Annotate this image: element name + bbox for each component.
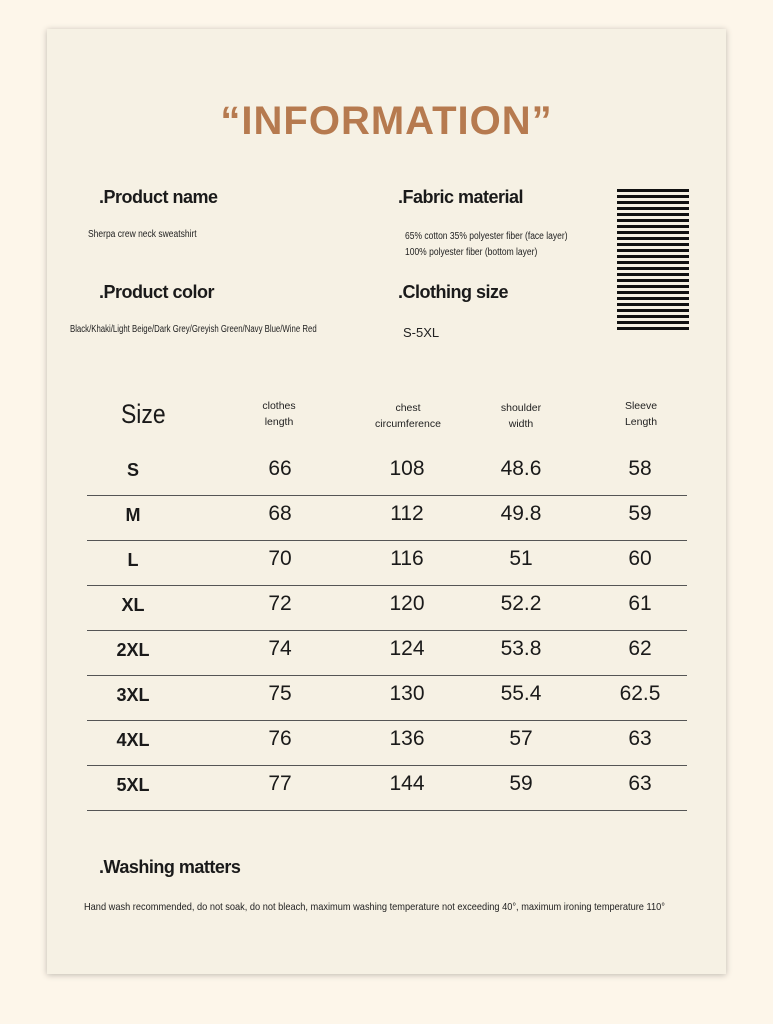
measurement-cell: 124	[389, 637, 425, 660]
column-header-shoulder-width	[476, 400, 566, 432]
column-header-line: clothes	[262, 400, 296, 412]
measurement-cell: 77	[268, 772, 292, 795]
measurement-cell: 70	[268, 547, 292, 570]
measurement-cell: 51	[509, 547, 533, 570]
product-color-heading: .Product color	[99, 282, 215, 302]
fabric-material-line-2: 100% polyester fiber (bottom layer)	[405, 247, 538, 258]
measurement-cell: 120	[389, 592, 425, 615]
column-header-line: width	[508, 418, 534, 430]
measurement-cell: 75	[268, 682, 292, 705]
column-header-line: chest	[395, 402, 421, 414]
table-row	[87, 720, 687, 766]
column-header-line: Sleeve	[624, 400, 658, 412]
measurement-cell: 66	[268, 457, 292, 480]
measurement-cell: 63	[628, 727, 652, 750]
measurement-cell: 59	[628, 502, 652, 525]
table-row	[87, 765, 687, 811]
size-cell: M	[125, 505, 141, 525]
fabric-material-heading: .Fabric material	[398, 187, 524, 207]
product-color-value: Black/Khaki/Light Beige/Dark Grey/Greyish Green/Navy Blue/Wine Red	[70, 324, 317, 335]
washing-text: Hand wash recommended, do not soak, do not bleach, maximum washing temperature not exceeding 40°, maximum ironing temperature 110°	[84, 901, 665, 913]
table-row	[87, 585, 687, 631]
table-row	[87, 630, 687, 676]
size-cell: S	[126, 460, 139, 480]
washing-heading: .Washing matters	[99, 857, 241, 877]
size-cell: 2XL	[116, 640, 150, 660]
column-header-chest-circumference	[363, 400, 453, 432]
column-header-sleeve-length	[596, 398, 686, 430]
measurement-cell: 68	[268, 502, 292, 525]
measurement-cell: 52.2	[500, 592, 542, 615]
column-header-line: circumference	[375, 418, 441, 430]
column-header-clothes-length	[234, 398, 324, 430]
measurement-cell: 48.6	[500, 457, 542, 480]
measurement-cell: 130	[389, 682, 425, 705]
measurement-cell: 58	[628, 457, 652, 480]
size-cell: 4XL	[116, 730, 150, 750]
product-name-value: Sherpa crew neck sweatshirt	[88, 229, 197, 240]
measurement-cell: 60	[628, 547, 652, 570]
measurement-cell: 53.8	[500, 637, 542, 660]
table-row	[87, 495, 687, 541]
measurement-cell: 144	[389, 772, 425, 795]
measurement-cell: 108	[389, 457, 425, 480]
measurement-cell: 136	[389, 727, 425, 750]
measurement-cell: 74	[268, 637, 292, 660]
measurement-cell: 62.5	[619, 682, 661, 705]
measurement-cell: 61	[628, 592, 652, 615]
size-cell: L	[127, 550, 139, 570]
table-row	[87, 675, 687, 721]
fabric-material-line-1: 65% cotton 35% polyester fiber (face layer)	[405, 231, 568, 242]
size-cell: 5XL	[116, 775, 150, 795]
product-name-heading: .Product name	[99, 187, 218, 207]
measurement-cell: 72	[268, 592, 292, 615]
column-header-line: shoulder	[500, 402, 542, 414]
clothing-size-heading: .Clothing size	[398, 282, 508, 302]
measurement-cell: 62	[628, 637, 652, 660]
clothing-size-value: S-5XL	[403, 325, 440, 340]
info-card	[47, 29, 726, 974]
size-cell: XL	[121, 595, 145, 615]
measurement-cell: 63	[628, 772, 652, 795]
measurement-cell: 116	[390, 547, 424, 570]
measurement-cell: 112	[390, 502, 424, 525]
column-header-line: Length	[624, 416, 658, 428]
size-cell: 3XL	[116, 685, 150, 705]
size-column-header: Size	[121, 399, 166, 429]
measurement-cell: 55.4	[500, 682, 542, 705]
measurement-cell: 76	[268, 727, 292, 750]
table-row	[87, 540, 687, 586]
column-header-line: length	[264, 416, 294, 428]
page-title: “INFORMATION”	[220, 99, 553, 143]
measurement-cell: 59	[509, 772, 533, 795]
measurement-cell: 49.8	[500, 502, 542, 525]
measurement-cell: 57	[509, 727, 533, 750]
table-row	[87, 450, 687, 496]
barcode-icon	[617, 189, 689, 337]
